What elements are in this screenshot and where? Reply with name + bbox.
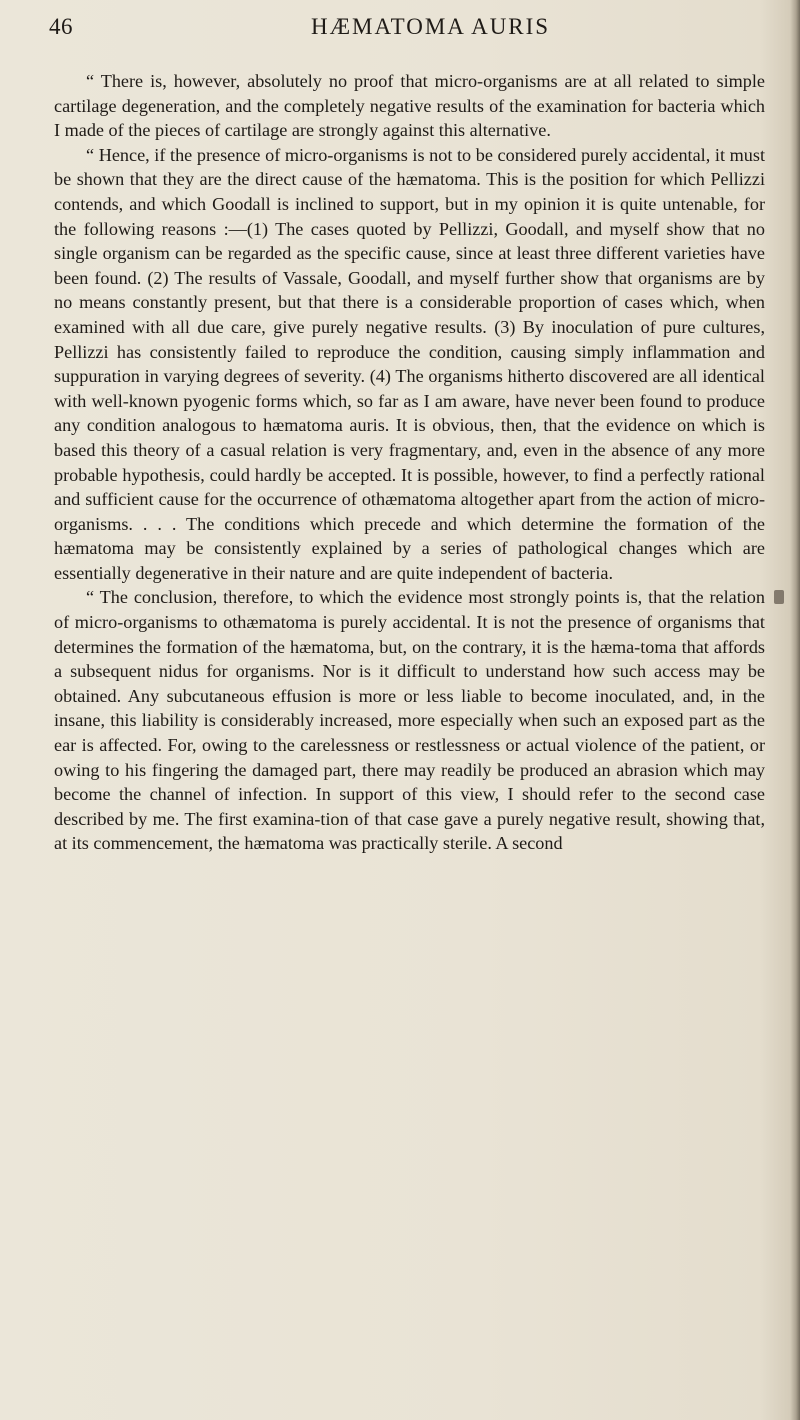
page-edge-shadow: [790, 0, 800, 1420]
page-header: [0, 14, 800, 54]
page-number: 46: [49, 14, 73, 39]
paragraph-2: “ Hence, if the presence of micro-organisms is not to be considered purely accidental, it must be shown that they are the direct cause of the hæmatoma. This is the position for which Pellizzi contends, and which Goodall is inclined to support, but in my opinion it is quite untenable, for the following reasons :—(1) The cases quoted by Pellizzi, Goodall, and myself show that no single organism can be regarded as the specific cause, since at least three different varieties have been found. (2) The results of Vassale, Goodall, and myself further show that organisms are by no means constantly present, but that there is a considerable proportion of cases which, when examined with all due care, give purely negative results. (3) By inoculation of pure cultures, Pellizzi has consistently failed to reproduce the condition, causing simply inflammation and suppuration in varying degrees of severity. (4) The organisms hitherto discovered are all identical with well-known pyogenic forms which, so far as I am aware, have never been found to produce any condition analogous to hæmatoma auris. It is obvious, then, that the evidence on which is based this theory of a casual relation is very fragmentary, and, even in the absence of any more probable hypothesis, could hardly be accepted. It is possible, however, to find a perfectly rational and sufficient cause for the occurrence of othæmatoma altogether apart from the action of micro-organisms. . . . The conditions which precede and which determine the formation of the hæmatoma may be consistently explained by a series of pathological changes which are essentially degenerative in their nature and are quite independent of bacteria.: [54, 144, 765, 583]
body-text: [54, 69, 765, 856]
page-edge-mark: [774, 590, 784, 604]
paragraph-3: “ The conclusion, therefore, to which the evidence most strongly points is, that the relation of micro-organisms to othæmatoma is purely accidental. It is not the presence of organisms that determines the formation of the hæmatoma, but, on the contrary, it is the hæma-toma that affords a subsequent nidus for organisms. Nor is it difficult to understand how such access may be obtained. Any subcutaneous effusion is more or less liable to become inoculated, and, in the insane, this liability is considerably increased, more especially when such an exposed part as the ear is affected. For, owing to the carelessness or restlessness or actual violence of the patient, or owing to his fingering the damaged part, there may readily be produced an abrasion which may become the channel of infection. In support of this view, I should refer to the second case described by me. The first examina-tion of that case gave a purely negative result, showing that, at its commencement, the hæmatoma was practically sterile. A second: [54, 587, 765, 854]
paragraph-1: “ There is, however, absolutely no proof that micro-organisms are at all related to simple cartilage degeneration, and the completely negative results of the examination for bacteria which I made of the pieces of cartilage are strongly against this alternative.: [54, 71, 765, 141]
running-head: HÆMATOMA AURIS: [311, 14, 551, 39]
